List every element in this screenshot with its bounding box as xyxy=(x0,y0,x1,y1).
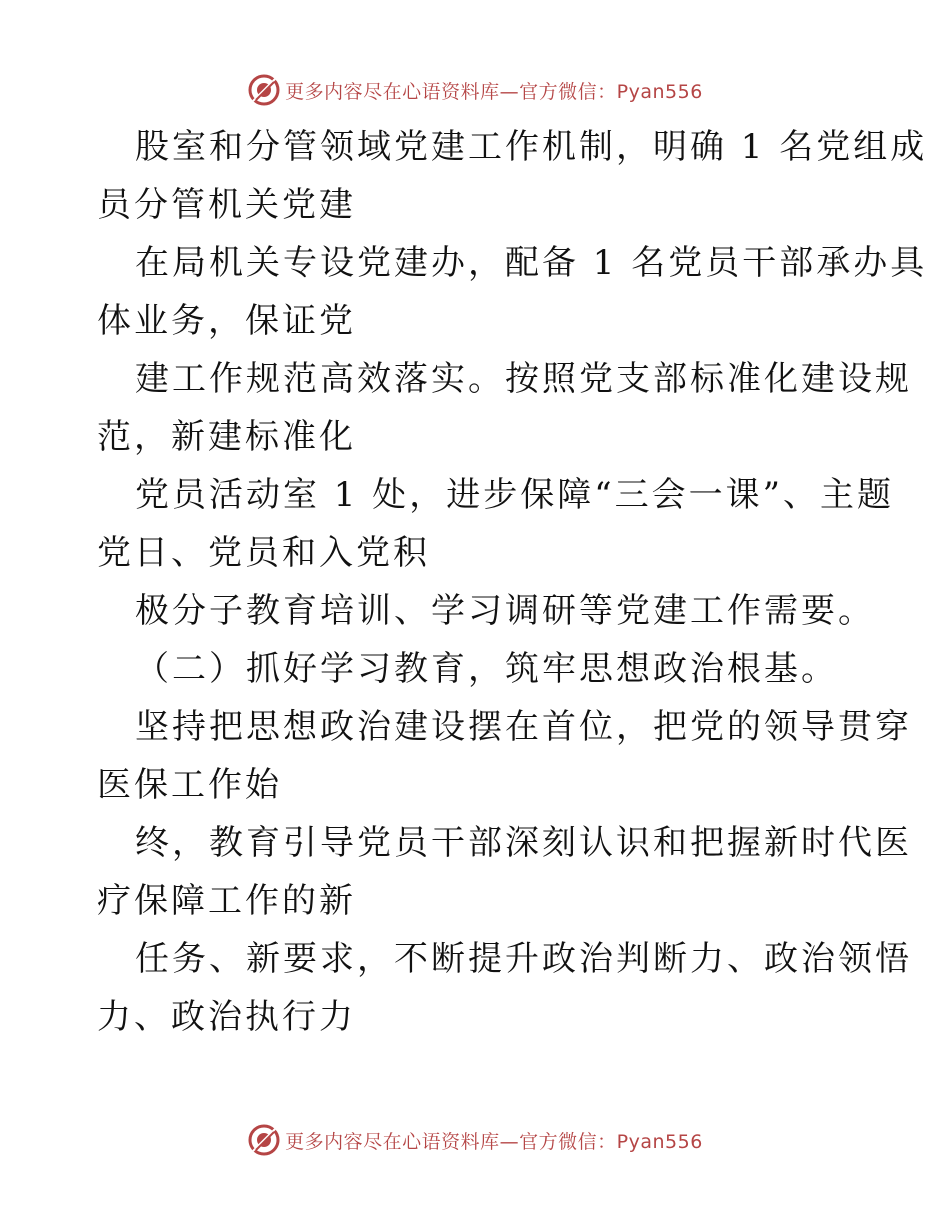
footer-banner xyxy=(0,1120,950,1160)
footer-banner-text: 更多内容尽在心语资料库—官方微信：Pyan556 xyxy=(285,1130,703,1153)
header-banner-text: 更多内容尽在心语资料库—官方微信：Pyan556 xyxy=(285,80,703,103)
paragraph-line: 员分管机关党建 xyxy=(97,185,356,225)
paragraph-line: 范，新建标准化 xyxy=(97,417,356,457)
document-body xyxy=(97,118,928,1046)
paragraph-line: 党日、党员和入党积 xyxy=(97,533,430,573)
paragraph-line: 医保工作始 xyxy=(97,765,282,805)
header-banner xyxy=(0,70,950,110)
paragraph-line: 坚持把思想政治建设摆在首位，把党的领导贯穿 xyxy=(135,707,912,747)
paragraph-line: 终，教育引导党员干部深刻认识和把握新时代医 xyxy=(135,823,912,863)
paragraph-line: 力、政治执行力 xyxy=(97,997,356,1037)
paragraph-line: 股室和分管领域党建工作机制，明确 1 名党组成 xyxy=(135,127,928,167)
logo-seal-icon xyxy=(247,73,281,107)
paragraph-line: 极分子教育培训、学习调研等党建工作需要。 xyxy=(135,591,875,631)
paragraph-line: 党员活动室 1 处，进步保障“三会一课”、主题 xyxy=(135,475,895,515)
section-heading: （二）抓好学习教育，筑牢思想政治根基。 xyxy=(135,649,838,689)
paragraph-line: 建工作规范高效落实。按照党支部标准化建设规 xyxy=(135,359,912,399)
paragraph-line: 任务、新要求，不断提升政治判断力、政治领悟 xyxy=(135,939,912,979)
paragraph-line: 疗保障工作的新 xyxy=(97,881,356,921)
paragraph-line: 在局机关专设党建办，配备 1 名党员干部承办具 xyxy=(135,243,928,283)
paragraph-line: 体业务，保证党 xyxy=(97,301,356,341)
logo-seal-icon xyxy=(247,1123,281,1157)
